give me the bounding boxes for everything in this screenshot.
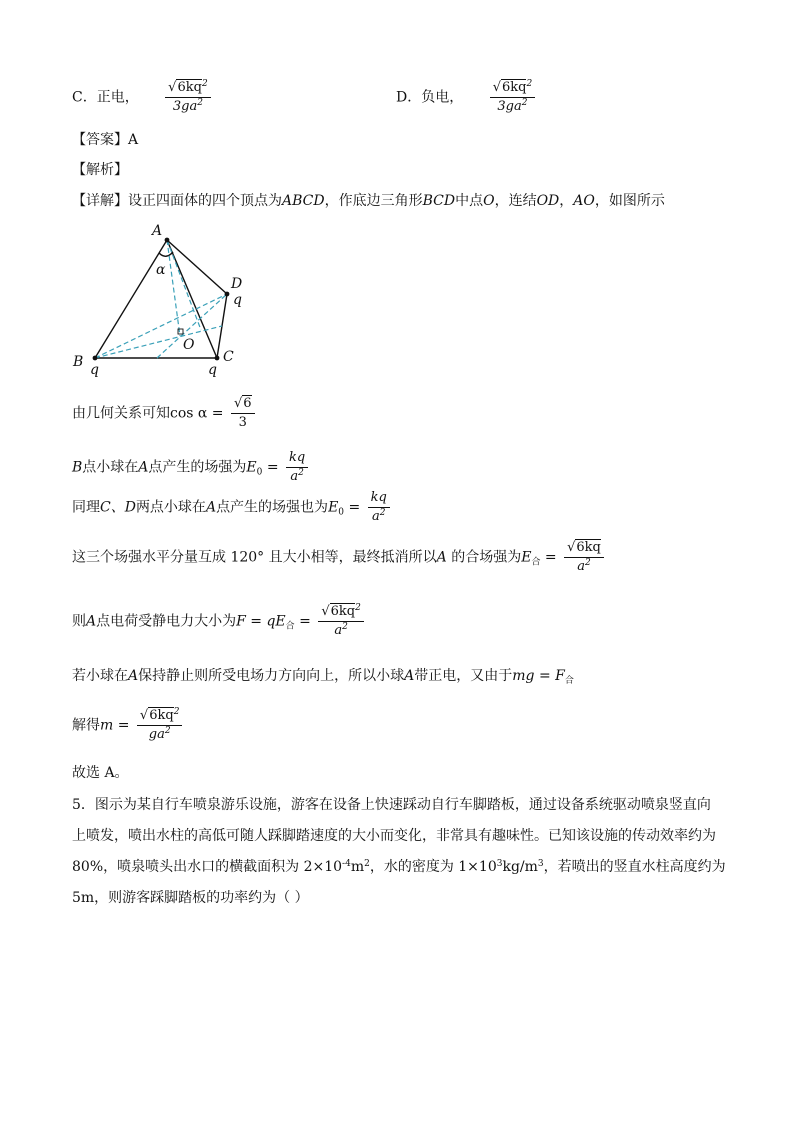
problem-5-line-1: 5．图示为某自行车喷泉游乐设施，游客在设备上快速踩动自行车脚踏板，通过设备系统驱动喷泉竖直向 [72, 797, 711, 813]
problem-5-line-2: 上喷发，喷出水柱的高低可随人踩脚踏速度的大小而变化，非常具有趣味性。已知该设施的传动效率约为 [72, 828, 716, 844]
label-charge-c: q [208, 362, 217, 378]
option-d-label: D．负电， [396, 89, 464, 106]
label-c: C [223, 349, 234, 365]
step-6: 若小球在A保持静止则所受电场力方向向上，所以小球A带正电，又由于mg = $F_合$ [72, 668, 574, 686]
median-b [95, 326, 222, 358]
step-1: 由几何关系可知cos α = $\frac{√6}{3}$ [72, 396, 258, 431]
step-7: 解得m = $\frac{√6kq^2}{ga^2}$ [72, 708, 185, 743]
label-d: D [231, 276, 243, 292]
answer-value: A [128, 132, 139, 148]
option-d-fraction: $\frac{√6kq^2}{3ga^2}$ [490, 80, 536, 115]
problem-5 [72, 790, 726, 914]
label-charge-b: q [90, 362, 99, 378]
conclusion: 故选 A。 [72, 765, 129, 781]
detail-line: 【详解】设正四面体的四个顶点为ABCD，作底边三角形BCD中点O，连结OD，AO，如图所示 [72, 193, 665, 209]
label-charge-d: q [233, 292, 242, 308]
option-c-fraction: $\frac{√6kq^2}{3ga^2}$ [165, 80, 211, 115]
step-2: B点小球在A点产生的场强为$E_0$ = $\frac{kq}{a^2}$ [72, 450, 311, 485]
analysis-label: 【解析】 [72, 162, 128, 178]
step-4: 这三个场强水平分量互成 120° 且大小相等，最终抵消所以A 的合场强为$E_合$ = $\frac{√6kq}{a^2}$ [72, 540, 607, 575]
option-c-label: C．正电， [72, 89, 139, 106]
tetrahedron-figure [60, 218, 270, 378]
step-5: 则A点电荷受静电力大小为$F = qE_合$ = $\frac{√6kq^2}{a^2}$ [72, 604, 367, 639]
problem-5-line-4: 5m，则游客踩脚踏板的功率约为（ ） [72, 890, 309, 906]
angle-alpha-arc [159, 252, 173, 256]
option-c [72, 80, 214, 115]
problem-5-line-3: 80%，喷泉喷头出水口的横截面积为 $2\times 10^{-4}m^2$，水的密度为 $1\times 10^3kg/m^3$，若喷出的竖直水柱高度约为 [72, 859, 726, 875]
label-alpha: α [156, 262, 166, 278]
edge-ad [167, 240, 227, 294]
answer-line [72, 130, 138, 150]
answer-label: 【答案】 [72, 132, 128, 148]
step-3: 同理C、D两点小球在A点产生的场强也为$E_0$ = $\frac{kq}{a^2}$ [72, 490, 393, 525]
option-d [396, 80, 538, 115]
label-o: O [183, 337, 195, 353]
label-b: B [73, 354, 84, 370]
label-a: A [152, 223, 163, 239]
